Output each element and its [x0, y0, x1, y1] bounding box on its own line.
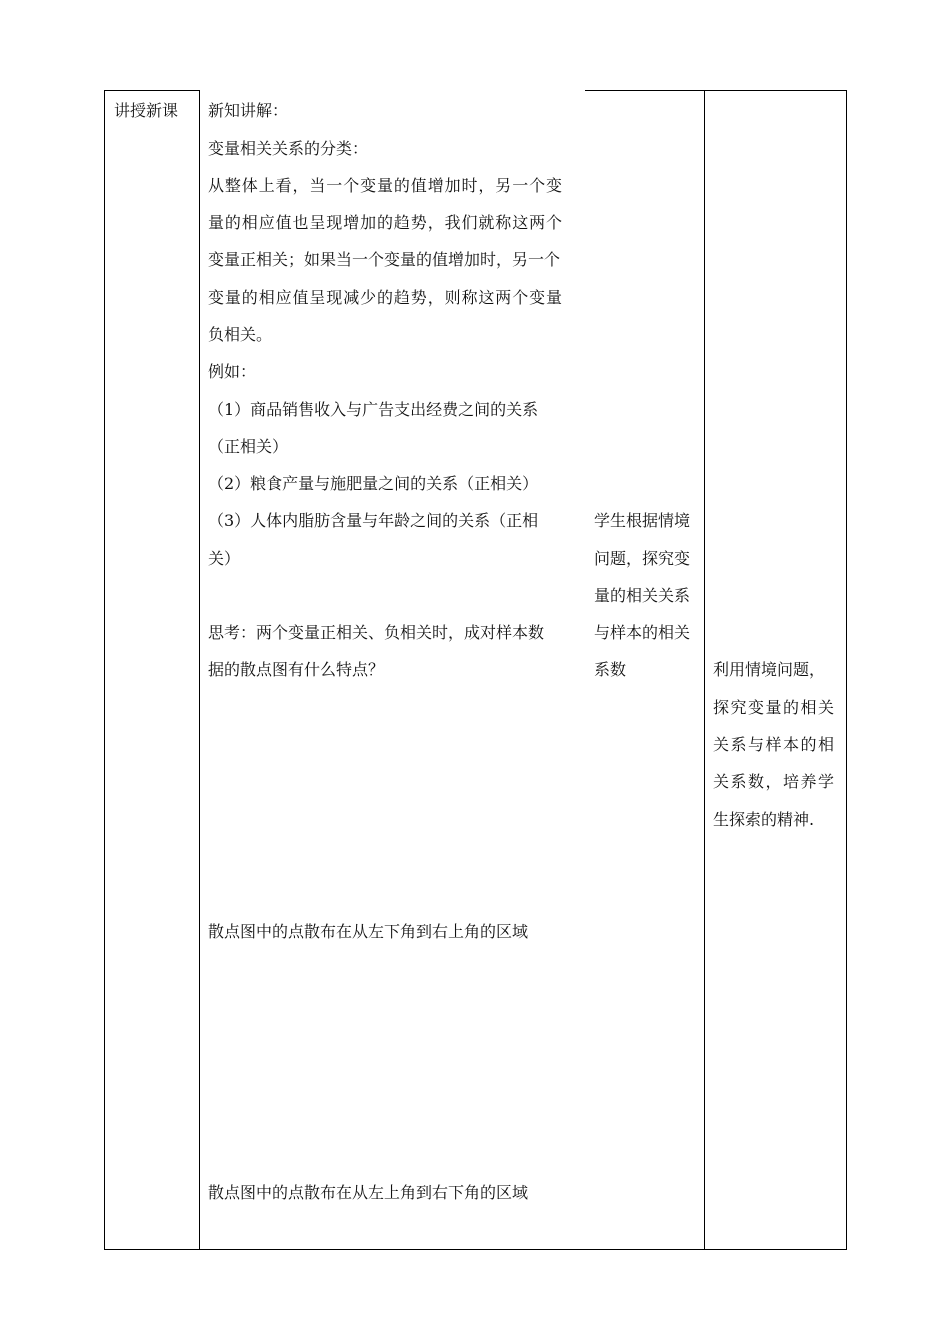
content-line: 散点图中的点散布在从左下角到右上角的区域	[208, 922, 529, 941]
content-line: （3）人体内脂肪含量与年龄之间的关系（正相	[208, 511, 539, 530]
content-line: （2）粮食产量与施肥量之间的关系（正相关）	[208, 474, 539, 493]
intent-line: 关系与样本的相	[713, 735, 836, 754]
border-top-right	[585, 90, 847, 91]
border-right	[846, 90, 847, 1250]
content-line: 据的散点图有什么特点？	[208, 660, 385, 679]
content-line: 例如：	[208, 362, 257, 381]
intent-line: 利用情境问题，	[713, 660, 826, 679]
section-label: 讲授新课	[114, 101, 179, 120]
content-line: 变量的相应值呈现减少的趋势，则称这两个变量	[208, 288, 563, 307]
content-line: 散点图中的点散布在从左上角到右下角的区域	[208, 1183, 529, 1202]
divider-col3	[704, 90, 705, 1250]
content-line: 量的相应值也呈现增加的趋势，我们就称这两个	[208, 213, 563, 232]
content-line: 负相关。	[208, 325, 273, 344]
content-line: 关）	[208, 549, 241, 568]
activity-line: 量的相关关系	[594, 586, 691, 605]
intent-line: 关系数，培养学	[713, 772, 836, 791]
border-bottom	[104, 1249, 847, 1250]
intent-line: 生探索的精神.	[713, 810, 815, 829]
content-line: 思考：两个变量正相关、负相关时，成对样本数	[208, 623, 545, 642]
intent-line: 探究变量的相关	[713, 698, 836, 717]
content-line: 新知讲解：	[208, 101, 289, 120]
content-line: 变量正相关；如果当一个变量的值增加时，另一个	[208, 250, 561, 269]
activity-line: 学生根据情境	[594, 511, 691, 530]
content-line: 变量相关关系的分类：	[208, 139, 369, 158]
divider-col1	[199, 90, 200, 1250]
border-top-left	[104, 90, 200, 91]
activity-line: 系数	[594, 660, 627, 679]
border-left	[104, 90, 105, 1250]
content-line: （正相关）	[208, 437, 289, 456]
activity-line: 问题，探究变	[594, 549, 691, 568]
content-line: 从整体上看，当一个变量的值增加时，另一个变	[208, 176, 563, 195]
content-line: （1）商品销售收入与广告支出经费之间的关系	[208, 400, 539, 419]
activity-line: 与样本的相关	[594, 623, 691, 642]
